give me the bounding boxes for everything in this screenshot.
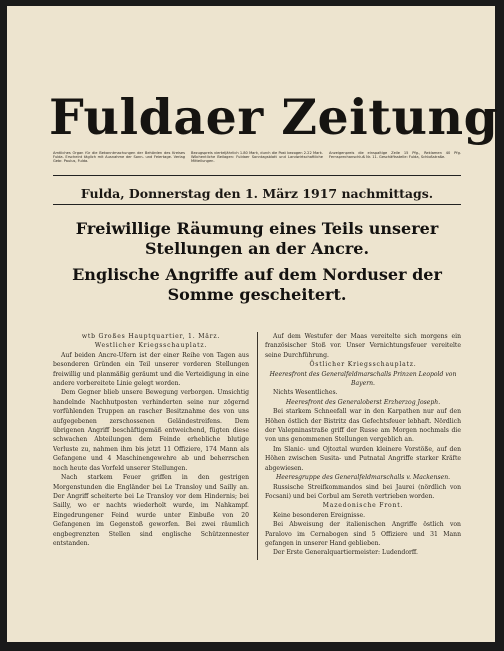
article-paragraph: Dem Gegner blieb unsere Bewegung verborgen. Umsichtig handelnde Nachhutposten verhinderten seine nur zögernd vorfühlenden Truppen an rascher Besitznahme des von uns aufgegebenen zerschossenen Geländestreifens. Dem übrigenen Angriff beschäftigemäß entweichend, fügten diese schwachen Abteilungen dem Feinde erhebliche blutige Verluste zu, nahmen ihm bis jetzt 11 Offiziere, 174 Mann als Gefangene und 4 Maschinengewehre ab und beherrschen noch heute das Vorfeld unserer Stellungen.	[53, 389, 249, 472]
signoff: Der Erste Generalquartiermeister: Ludendorff.	[273, 549, 418, 557]
article-column-left	[53, 332, 249, 564]
article-column-right	[265, 332, 461, 564]
dateline: Fulda, Donnerstag den 1. März 1917 nachmittags.	[80, 186, 434, 201]
article-paragraph: Keine besonderen Ereignisse.	[273, 511, 366, 519]
info-box-left: Amtliches Organ für die Bekanntmachungen der Behörden des Kreises Fulda. Erscheint täglich mit Ausnahme der Sonn- und Feiertage. Verlag Gebr. Paulus, Fulda.	[53, 151, 185, 164]
article-paragraph: Russische Streifkommandos sind bei Jaurei (nördlich von Focsani) und bei Corbul am Sereth vertrieben worden.	[265, 483, 461, 500]
army-group-heading: Heeresfront des Generaloberst Erzherzog Joseph.	[285, 398, 441, 406]
article-paragraph: Nichts Wesentliches.	[273, 389, 338, 397]
report-intro: wtb Großes Hauptquartier, 1. März.	[81, 333, 221, 340]
army-group-heading: Heeresgruppe des Generalfeldmarschalls v. Mackensen.	[275, 474, 451, 482]
headline-1b: Stellungen an der Ancre.	[144, 239, 370, 258]
masthead-title: Fuldaer Zeitung	[49, 88, 499, 146]
army-group-heading: Heeresfront des Generalfeldmarschalls Prinzen Leopold von Bayern.	[269, 370, 457, 388]
info-box-right: Anzeigenpreis die einspaltige Zeile 15 Pfg., Reklamen 40 Pfg. Fernsprechanschluß Nr. 11. Geschäftsstelle: Fulda, Schloßstraße.	[329, 151, 461, 160]
headline-2b: Somme gescheitert.	[167, 285, 347, 304]
column-divider	[257, 332, 258, 560]
article-paragraph: Bei Abweisung der italienischen Angriffe östlich von Paralovo im Cernabogen sind 5 Offiziere und 31 Mann gefangen in unserer Hand geblieben.	[265, 521, 461, 547]
newspaper-page	[7, 6, 499, 642]
article-paragraph: Nach starkem Feuer griffen in den gestrigen Morgenstunden die Engländer bei Le Transloy und Sailly an. Der Angriff scheiterte bei Le Transloy vor dem Hindernis; bei Sailly, wo er nachts wiederholt wurde, im Nahkampf. Eingedrungener Feind wurde unter Einbuße von 20 Gefangenen im Gegenstoß geworfen. Bei zwei räumlich engbegrenzten Stellen sind englische Schützennester entstanden.	[53, 474, 249, 547]
section-heading-macedonia: Mazedonische Front.	[322, 502, 404, 510]
rule-under-dateline	[53, 204, 461, 205]
article-paragraph: Bei starkem Schneefall war in den Karpathen nur auf den Höhen östlich der Bistritz das Gefechtsfeuer lebhaft. Nördlich der Valepninastraße griff der Russe am Morgen nochmals die von uns genommenen Stellungen vergeblich an.	[265, 408, 461, 444]
article-paragraph: Auf beiden Ancre-Ufern ist der einer Reihe von Tagen aus besonderen Gründen ein Teil unserer vorderen Stellungen freiwillig und planmäßig geräumt und die Verteidigung in eine andere vorbereitete Linie gelegt worden.	[53, 351, 249, 388]
rule-top	[53, 175, 461, 176]
section-heading-west: Westlicher Kriegsschauplatz.	[94, 342, 208, 350]
headline-2a: Englische Angriffe auf dem Norduser der	[72, 265, 442, 284]
headline-1a: Freiwillige Räumung eines Teils unserer	[75, 219, 439, 238]
section-heading-east: Östlicher Kriegsschauplatz.	[309, 361, 417, 369]
article-paragraph: Im Slanic- und Ojtoztal wurden kleinere Vorstöße, auf den Höhen zwischen Susita- und Putnatal Angriffe starker Kräfte abgewiesen.	[265, 445, 461, 472]
info-box-center: Bezugspreis vierteljährlich 1.80 Mark, durch die Post bezogen 2.22 Mark. Wöchentliche Beilagen: Fuldaer Sonntagsblatt und Landwirtschaftliche Mitteilungen.	[191, 151, 323, 164]
article-paragraph: Auf dem Westufer der Maas vereitelte sich morgens ein französischer Stoß vor. Unser Vernichtungsfeuer vereitelte seine Durchführung.	[265, 333, 461, 359]
